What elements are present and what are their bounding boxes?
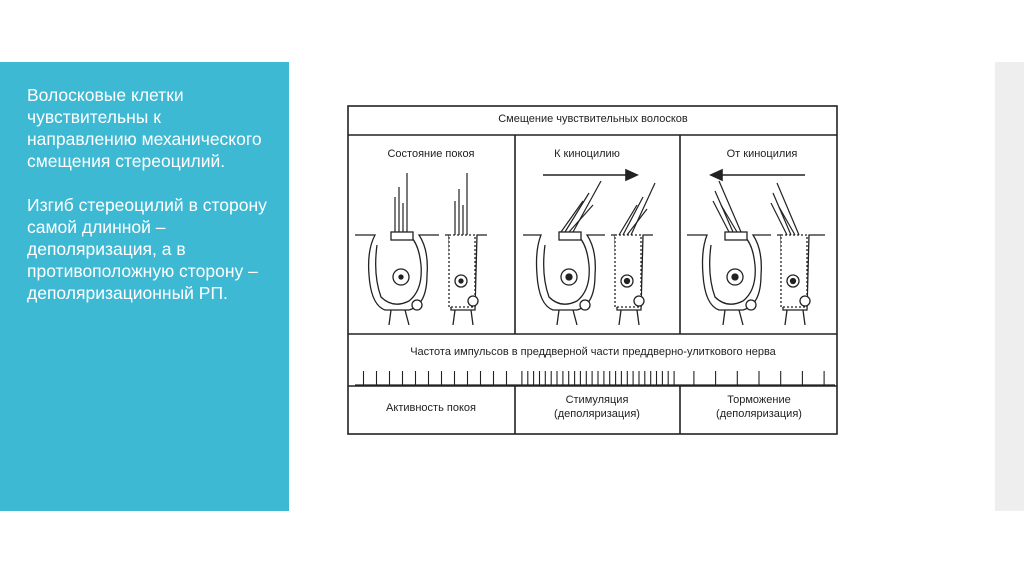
panel-label-from: От киноцилия	[726, 148, 798, 160]
panel-from-cells	[687, 181, 825, 325]
paragraph-bending: Изгиб стереоцилий в сторону самой длинной – деполяризация, а в противоположную сторону – деполяризационный РП.	[27, 195, 267, 303]
frequency-label: Частота импульсов в преддверной части преддверно-улиткового нерва	[410, 346, 776, 358]
result-inhibition-line2: (деполяризация)	[716, 408, 802, 420]
panel-label-rest: Состояние покоя	[387, 148, 475, 160]
result-stimulation	[554, 393, 640, 421]
result-stimulation-line2: (деполяризация)	[554, 408, 640, 420]
header-label: Смещение чувствительных волосков	[498, 113, 688, 125]
arrow-from-kinocilium-head	[711, 170, 722, 180]
scroll-strip	[995, 62, 1024, 511]
text-panel	[0, 62, 289, 511]
hair-cell-diagram	[347, 105, 839, 436]
arrow-to-kinocilium-head	[626, 170, 637, 180]
result-inhibition-line1: Торможение	[727, 394, 791, 406]
result-rest: Активность покоя	[386, 402, 476, 414]
paragraph-hair-cells: Волосковые клетки чувствительны к направлению механического смещения стереоцилий.	[27, 85, 262, 171]
panel-rest-cells	[355, 173, 487, 325]
panel-label-toward: К киноцилию	[554, 148, 620, 160]
result-inhibition	[716, 393, 802, 421]
panel-toward-cells	[523, 181, 655, 325]
result-stimulation-line1: Стимуляция	[565, 394, 629, 406]
